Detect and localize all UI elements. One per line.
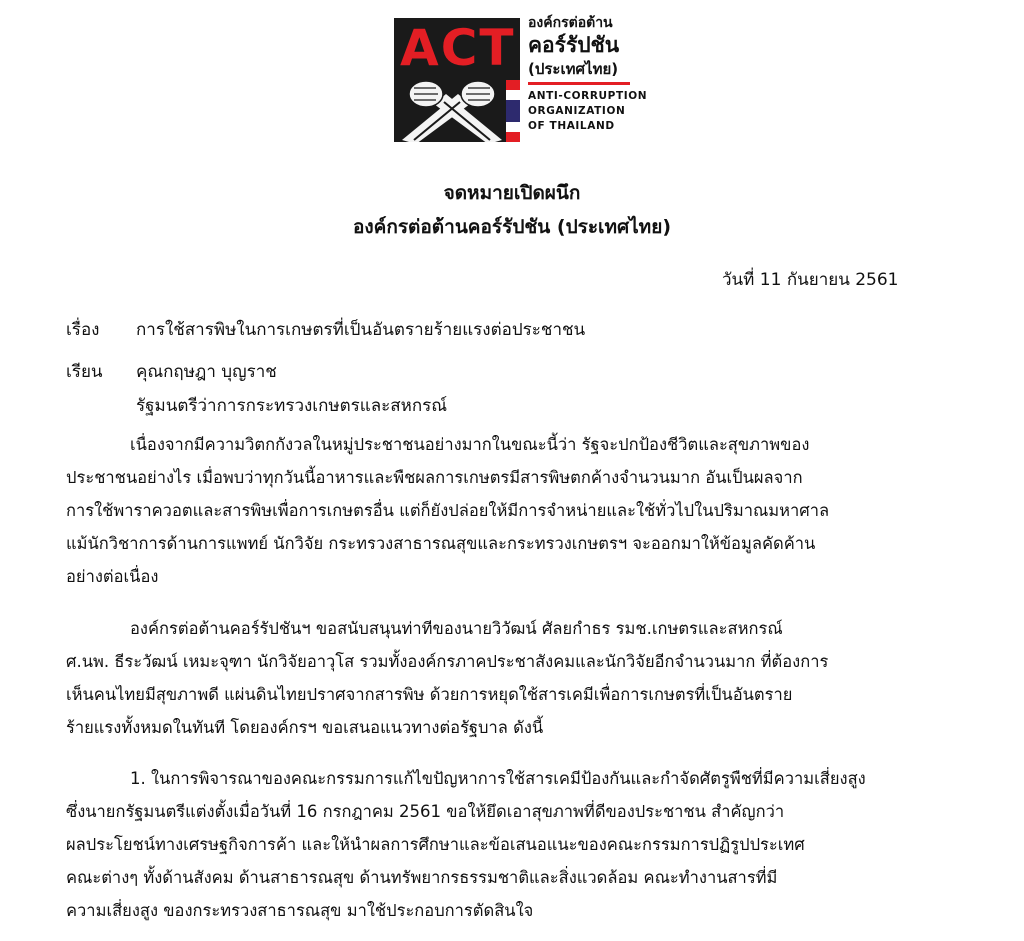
paragraph-line: ศ.นพ. ธีระวัฒน์ เหมะจุฑา นักวิจัยอาวุโส รวมทั้งองค์กรภาคประชาสังคมและนักวิจัยอีกจำนวนมาก ที่ต้องการ bbox=[66, 652, 829, 671]
paragraph-line: แม้นักวิชาการด้านการแพทย์ นักวิจัย กระทรวงสาธารณสุขและกระทรวงเกษตรฯ จะออกมาให้ข้อมูลคัดค้าน bbox=[66, 534, 816, 553]
logo-text bbox=[528, 14, 648, 134]
logo-thai-line1: องค์กรต่อต้าน bbox=[528, 15, 613, 31]
logo-en-line3: OF THAILAND bbox=[528, 120, 615, 132]
paragraph-line: ร้ายแรงทั้งหมดในทันที โดยองค์กรฯ ขอเสนอแนวทางต่อรัฐบาล ดังนี้ bbox=[66, 718, 544, 737]
logo-box bbox=[394, 18, 520, 142]
paragraph-line: เนื่องจากมีความวิตกกังวลในหมู่ประชาชนอย่างมากในขณะนี้ว่า รัฐจะปกป้องชีวิตและสุขภาพของ bbox=[130, 435, 810, 454]
act-logo bbox=[394, 14, 648, 142]
logo-en-line2: ORGANIZATION bbox=[528, 105, 626, 117]
paragraph-line: ความเสี่ยงสูง ของกระทรวงสาธารณสุข มาใช้ประกอบการตัดสินใจ bbox=[66, 901, 534, 920]
subject-text: การใช้สารพิษในการเกษตรที่เป็นอันตรายร้ายแรงต่อประชาชน bbox=[136, 320, 586, 340]
logo-rule bbox=[528, 82, 630, 85]
organization-name: องค์กรต่อต้านคอร์รัปชัน (ประเทศไทย) bbox=[352, 216, 672, 238]
crossed-fists-icon bbox=[396, 74, 508, 142]
paragraph-line: ผลประโยชน์ทางเศรษฐกิจการค้า และให้นำผลการศึกษาและข้อเสนอแนะของคณะกรรมการปฏิรูปประเทศ bbox=[66, 835, 805, 854]
recipient-name: คุณกฤษฎา บุญราช bbox=[136, 362, 277, 382]
paragraph-2 bbox=[66, 612, 966, 744]
recipient-title: รัฐมนตรีว่าการกระทรวงเกษตรและสหกรณ์ bbox=[136, 396, 448, 416]
paragraph-line: 1. ในการพิจารณาของคณะกรรมการแก้ไขปัญหาการใช้สารเคมีป้องกันและกำจัดศัตรูพืชที่มีความเสี่ยงสูง bbox=[130, 769, 866, 788]
subject-label: เรื่อง bbox=[66, 320, 100, 340]
paragraph-line: องค์กรต่อต้านคอร์รัปชันฯ ขอสนับสนุนท่าทีของนายวิวัฒน์ ศัลยกำธร รมช.เกษตรและสหกรณ์ bbox=[130, 619, 783, 638]
letter-date: วันที่ 11 กันยายน 2561 bbox=[722, 270, 899, 290]
paragraph-line: คณะต่างๆ ทั้งด้านสังคม ด้านสาธารณสุข ด้านทรัพยากรธรรมชาติและสิ่งแวดล้อม คณะทำงานสารที่มี bbox=[66, 868, 778, 887]
to-label: เรียน bbox=[66, 362, 103, 382]
logo-act-letters: ACT bbox=[400, 19, 516, 77]
logo-thai-line3: (ประเทศไทย) bbox=[528, 60, 619, 78]
logo-thai-line2: คอร์รัปชัน bbox=[528, 33, 620, 57]
paragraph-3 bbox=[66, 762, 966, 927]
paragraph-line: อย่างต่อเนื่อง bbox=[66, 567, 159, 586]
paragraph-1 bbox=[66, 428, 966, 593]
paragraph-line: การใช้พาราควอตและสารพิษเพื่อการเกษตรอื่น แต่ก็ยังปล่อยให้มีการจำหน่ายและใช้ทั่วไปในปริมาณมหาศาล bbox=[66, 501, 830, 520]
paragraph-line: เห็นคนไทยมีสุขภาพดี แผ่นดินไทยปราศจากสารพิษ ด้วยการหยุดใช้สารเคมีเพื่อการเกษตรที่เป็นอันตราย bbox=[66, 685, 793, 704]
logo-en-line1: ANTI-CORRUPTION bbox=[528, 90, 648, 102]
letter-title: จดหมายเปิดผนึก bbox=[443, 182, 581, 204]
paragraph-line: ซึ่งนายกรัฐมนตรีแต่งตั้งเมื่อวันที่ 16 กรกฎาคม 2561 ขอให้ยึดเอาสุขภาพที่ดีของประชาชน สำคัญกว่า bbox=[66, 802, 785, 821]
paragraph-line: ประชาชนอย่างไร เมื่อพบว่าทุกวันนี้อาหารและพืชผลการเกษตรมีสารพิษตกค้างจำนวนมาก อันเป็นผลจาก bbox=[66, 468, 803, 487]
thai-flag-icon bbox=[506, 80, 520, 142]
